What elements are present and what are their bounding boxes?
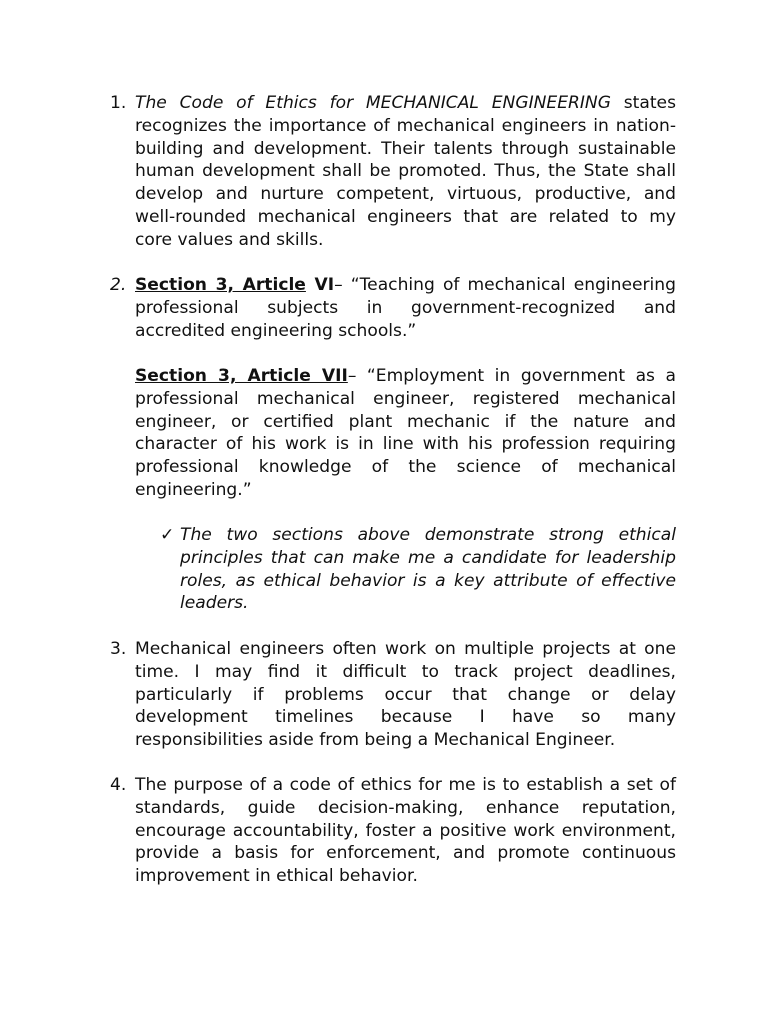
code-title: The Code of Ethics for MECHANICAL ENGINEERING bbox=[135, 93, 611, 113]
section-paragraph bbox=[135, 365, 676, 502]
list-item-text bbox=[135, 92, 676, 252]
check-note bbox=[160, 524, 676, 615]
list-number: 4. bbox=[110, 775, 127, 795]
section-suffix: VI bbox=[305, 275, 335, 295]
paragraph-text: states recognizes the importance of mechanical engineers in nation-building and development. Their talents through sustainable human development shall be promoted. Thus, the State shall develop and nurture competent, virtuous, productive, and well-rounded mechanical engineers that are related to my core values and skills. bbox=[135, 93, 676, 250]
list-item-3 bbox=[110, 638, 676, 752]
section-label: Section 3, Article bbox=[135, 275, 306, 295]
section-quote: – “Employment in government as a professional mechanical engineer, registered mechanical engineer, or certified plant mechanic if the nature and character of his work is in line with his profession requiring professional knowledge of the science of mechanical engineering.” bbox=[135, 366, 676, 500]
list-number: 3. bbox=[110, 639, 127, 659]
section-quote: – “Teaching of mechanical engineering professional subjects in government-recognized and accredited engineering schools.” bbox=[135, 275, 676, 341]
list-item-1 bbox=[110, 92, 676, 252]
check-note-text: The two sections above demonstrate strong ethical principles that can make me a candidate for leadership roles, as ethical behavior is a key attribute of effective leaders. bbox=[180, 525, 676, 614]
list-number: 1. bbox=[110, 93, 127, 113]
list-item-text: Mechanical engineers often work on multiple projects at one time. I may find it difficult to track project deadlines, particularly if problems occur that change or delay development timelines because I have so many responsibilities aside from being a Mechanical Engineer. bbox=[135, 639, 676, 751]
list-item-text bbox=[135, 274, 676, 342]
check-icon: ✓ bbox=[160, 525, 175, 545]
section-label: Section 3, Article VII bbox=[135, 366, 348, 386]
list-number: 2. bbox=[110, 275, 127, 295]
list-item-text: The purpose of a code of ethics for me is to establish a set of standards, guide decision-making, enhance reputation, encourage accountability, foster a positive work environment, provide a basis for enforcement, and promote continuous improvement in ethical behavior. bbox=[135, 775, 676, 887]
list-item-4 bbox=[110, 774, 676, 888]
list-item-2 bbox=[110, 274, 676, 342]
